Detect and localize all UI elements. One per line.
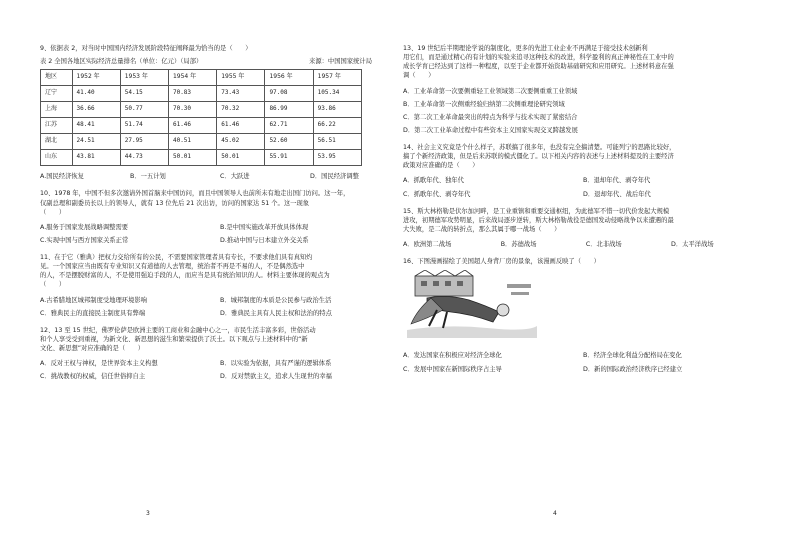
table-row (41, 118, 362, 134)
table-header-cell: 1953 年 (120, 70, 168, 86)
q16-option-d[interactable]: D．新的国际政治经济秩序已经建立 (583, 365, 683, 373)
table-source: 来源：中国国家统计局 (309, 58, 372, 66)
table-cell: 43.81 (72, 150, 120, 166)
q9-option-a[interactable]: A.国民经济恢复 (40, 173, 84, 181)
q15-line: 大失败，是二战的转折点，那么其属于哪一战场（ ） (403, 225, 561, 233)
table-cell: 70.32 (217, 102, 265, 118)
table-cell: 53.95 (313, 150, 361, 166)
table-cell: 50.01 (168, 150, 216, 166)
table-cell: 36.66 (72, 102, 120, 118)
table-caption (40, 57, 390, 66)
q11-line: 11、在于它（雅典）把权力交给所有的公民，不需要国家管理者具有专长，不要求他们具有真知灼 (40, 254, 313, 261)
q14-option-a[interactable]: A．抓歌年代、独年代 (403, 177, 464, 185)
q16-option-b[interactable]: B．经济全球化利益分配格局在变化 (583, 352, 682, 360)
table-cell: 61.46 (168, 118, 216, 134)
table-cell: 61.46 (217, 118, 265, 134)
q13-option-c[interactable]: C．第二次工业革命最突出的特点为科学与技术实现了紧密结合 (403, 113, 578, 121)
question-11 (40, 253, 390, 320)
q13-line: 调（ ） (403, 72, 435, 80)
table-cell: 50.77 (120, 102, 168, 118)
table-cell: 93.86 (313, 102, 361, 118)
table-cell: 66.22 (313, 118, 361, 134)
table-cell-region: 山东 (41, 150, 73, 166)
table-row (41, 134, 362, 150)
table-cell: 70.83 (168, 86, 216, 102)
table-header-row (41, 70, 362, 86)
table-cell: 52.60 (265, 134, 313, 150)
q15-option-d[interactable]: D．太平洋战场 (671, 241, 714, 248)
table-title: 表 2 全国各地区实际经济总量排名（单位：亿元）（局部） (40, 58, 203, 66)
q14-line: 14、社会主义究竟是个什么样子，苏联搞了很多年，也没有完全搞清楚。可能列宁的思路比较好， (403, 144, 676, 151)
table-cell: 51.74 (120, 118, 168, 134)
q10-option-a[interactable]: A.服务于国家发展战略调整需要 (40, 223, 129, 231)
question-10 (40, 189, 390, 247)
table-cell-region: 上海 (41, 102, 73, 118)
table-cell: 56.51 (313, 134, 361, 150)
q16-stem: 16、下图漫画描绘了美国超人身背厂房的景象，该漫画反映了（ ） (403, 258, 600, 266)
q14-options (403, 174, 753, 200)
q15-option-b[interactable]: B．苏德战场 (500, 241, 537, 248)
q11-option-d[interactable]: D．雅典民主具有人民主权和法治的特点 (220, 309, 332, 317)
q13-line: 13、19 世纪后半期理论学说的制度化，更多的先进工业企业不再满足于接受技术创新利 (403, 45, 648, 52)
economy-table (40, 69, 362, 166)
q12-option-a[interactable]: A．反对王权与神权，是世界资本主义构想 (40, 360, 158, 368)
table-cell-region: 湖北 (41, 134, 73, 150)
table-cell: 44.73 (120, 150, 168, 166)
q9-options (40, 170, 390, 183)
table-row (41, 86, 362, 102)
q12-options (40, 357, 390, 383)
question-13 (403, 44, 753, 137)
q16-option-a[interactable]: A．发达国家在积极应对经济全球化 (403, 352, 502, 360)
table-cell: 27.95 (120, 134, 168, 150)
page-number-left: 3 (146, 510, 150, 517)
table-header-cell: 1956 年 (265, 70, 313, 86)
q12-line: 文化、新思想”对应准确的是（ ） (40, 345, 145, 352)
q13-option-b[interactable]: B．工业革命第一次侧重经验归纳第二次侧重理论研究领域 (403, 100, 565, 108)
q12-line: 12、13 至 15 世纪，佛罗伦萨是欧洲主要的工商业和金融中心之一，市民生活丰富多彩，世俗活动 (40, 326, 316, 334)
table-cell: 24.51 (72, 134, 120, 150)
table-cell: 70.30 (168, 102, 216, 118)
q10-option-b[interactable]: B.是中国实施改革开放具体体现 (220, 223, 309, 231)
q14-line: 政策对应准确的是（ ） (403, 162, 479, 170)
q9-stem: 9、依据表 2，对当时中国国内经济发展阶段特征阐释最为恰当的是（ ） (40, 45, 252, 52)
q15-options (403, 238, 753, 251)
table-cell: 41.40 (72, 86, 120, 102)
q15-option-a[interactable]: A．欧洲第二战场 (403, 241, 452, 248)
q10-options (40, 221, 390, 247)
table-cell: 73.43 (217, 86, 265, 102)
q14-option-c[interactable]: C．抓歌年代、剥夺年代 (403, 190, 471, 198)
q13-option-a[interactable]: A．工业革命第一次要侧重轻工业领域第二次要侧重重工业领域 (403, 87, 578, 95)
table-header-cell: 1955 年 (217, 70, 265, 86)
table-cell: 55.91 (265, 150, 313, 166)
q13-option-d[interactable]: D．第二次工业革命过程中有些资本主义国家实现交叉跨越发展 (403, 126, 578, 134)
table-cell: 54.15 (120, 86, 168, 102)
q16-options (403, 349, 753, 375)
superman-factory-cartoon (407, 270, 537, 338)
table-cell-region: 江苏 (41, 118, 73, 134)
table-cell: 86.99 (265, 102, 313, 118)
q11-option-b[interactable]: B．城邦制度的本质是公民参与政治生活 (220, 296, 332, 304)
q12-line: 和个人享受受到重视，为新文化、新思想的滋生和繁荣提供了沃土。以下观点与上述材料中的“新 (40, 335, 308, 343)
table-cell: 62.71 (265, 118, 313, 134)
right-column (403, 44, 753, 382)
q11-line: 见。一个国家应当由既有专业知识又有道德的人去管理，统治者不再是不易的人，不是偶然选中 (40, 263, 305, 271)
q13-options (403, 85, 753, 138)
q10-line: 仅副总理和副委员长以上的领导人，就有 13 位先后 21 次出访，访问的国家达 51 个。这一现象 (40, 199, 310, 207)
table-row (41, 150, 362, 166)
q10-line: 10、1978 年，中国不但多次邀请外国首脑来中国访问，而且中国领导人也前所未有地走出国门访问。这一年， (40, 190, 350, 198)
table-header-cell: 1954 年 (168, 70, 216, 86)
table-cell-region: 辽宁 (41, 86, 73, 102)
question-14 (403, 143, 753, 201)
q15-line: 进攻，初期德军攻势明显，后来战局逐步逆转，斯大林格勒战役是德国发动侵略战争以来遭遇的最 (403, 216, 674, 224)
table-cell: 97.08 (265, 86, 313, 102)
left-column (40, 44, 390, 389)
q11-line: 的人，不是摆脱财富的人，不是使用强迫手段的人，而应当是具有统治知识的人。材料主要体现的观点为 (40, 272, 330, 280)
q12-option-c[interactable]: C．挑战教权的权威，信任世俗抑自主 (40, 373, 146, 381)
question-9 (40, 44, 390, 183)
q14-option-b[interactable]: B．退却年代、剥夺年代 (583, 177, 651, 185)
table-cell: 45.02 (217, 134, 265, 150)
table-header-cell: 1957 年 (313, 70, 361, 86)
q13-line: 成长学育已经达到了这样一种程度，以至于企业都开始资助基础研究和应用研究。上述材料意在强 (403, 63, 674, 71)
q11-line: （ ） (40, 281, 66, 289)
q11-option-a[interactable]: A.古希腊地区城邦制度受地理环境影响 (40, 296, 147, 304)
q10-line: （ ） (40, 208, 66, 216)
question-16 (403, 257, 753, 376)
q12-option-d[interactable]: D．反对禁欲主义，追求人生现世的幸福 (220, 373, 332, 381)
q9-option-b[interactable]: B．一五计划 (130, 173, 166, 181)
table-header-cell: 1952 年 (72, 70, 120, 86)
table-cell: 50.01 (217, 150, 265, 166)
q9-option-d[interactable]: D．国民经济调整 (310, 173, 359, 181)
table-cell: 40.51 (168, 134, 216, 150)
q13-line: 用它们，而是通过精心的有计划的实验来追寻这种技术的改进，科学盈利的真正神秘性在工业中的 (403, 54, 674, 62)
q16-option-c[interactable]: C．发展中国家在新国际秩序占主导 (403, 365, 502, 373)
q14-line: 搞了个新经济政策，但是后来苏联的模式僵化了。以下相关内容的表述与上述材料提及的主要经济 (403, 153, 674, 161)
q11-option-c[interactable]: C．雅典民主的直接民主制度具有弊端 (40, 309, 146, 317)
table-row (41, 102, 362, 118)
question-15 (403, 207, 753, 252)
table-header-cell: 地区 (41, 70, 73, 86)
q10-option-c[interactable]: C.实现中国与西方国家关系正常 (40, 236, 129, 244)
table-cell: 105.34 (313, 86, 361, 102)
q15-option-c[interactable]: C．北非战场 (585, 241, 622, 248)
q10-option-d[interactable]: D.推动中国与日本建立外交关系 (220, 236, 309, 244)
q14-option-d[interactable]: D．退却年代、战后年代 (583, 190, 651, 198)
q12-option-b[interactable]: B．以实验为依据，具有严谨的逻辑体系 (220, 360, 332, 368)
question-12 (40, 326, 390, 384)
q11-options (40, 294, 390, 320)
table-cell: 48.41 (72, 118, 120, 134)
q15-line: 15、斯大林格勒是伏尔加河畔，是工业重镇和重要交通枢纽，为此德军不惜一切代价发起大规模 (403, 207, 670, 215)
page-number-right: 4 (553, 510, 557, 517)
q9-option-c[interactable]: C．大跃进 (220, 173, 250, 181)
